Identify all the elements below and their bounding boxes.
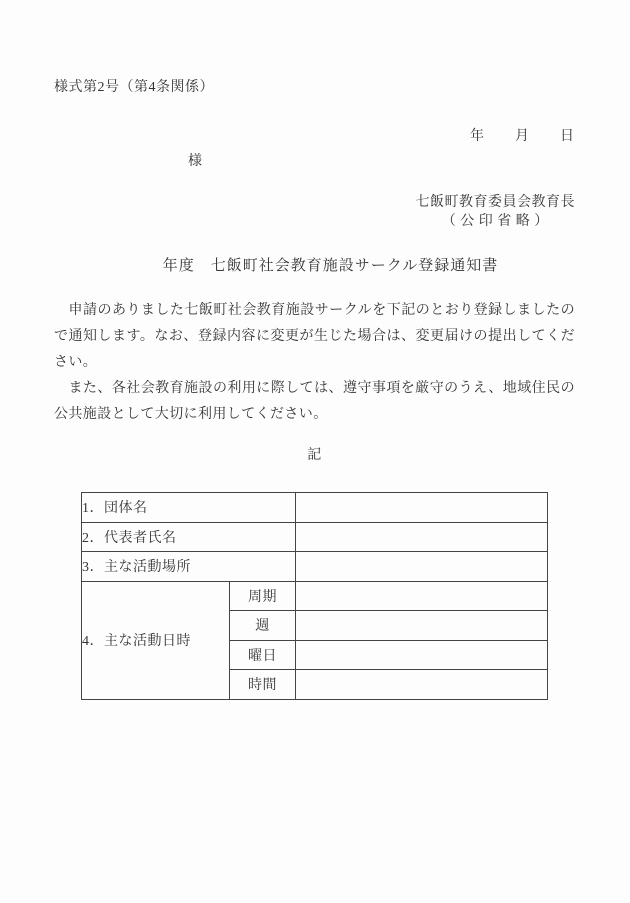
body-paragraph-1: 申請のありました七飯町社会教育施設サークルを下記のとおり登録しましたので通知します。なお、登録内容に変更が生じた場合は、変更届けの提出してください。: [54, 303, 575, 370]
row-label-group-name: 1．団体名: [82, 493, 296, 523]
sub-value-day: [296, 640, 548, 670]
sender-name: 七飯町教育委員会教育長: [415, 195, 575, 210]
form-number-line: 様式第2号（第4条関係）: [54, 80, 214, 95]
sender-block: [54, 195, 575, 230]
record-marker: 記: [307, 448, 322, 463]
seal-omitted-note: （ 公 印 省 略 ）: [441, 214, 549, 229]
sub-label-day: 曜日: [230, 640, 296, 670]
group-label-activity-datetime: 4．主な活動日時: [82, 581, 230, 699]
sender-inner: [416, 195, 576, 230]
row-label-activity-place: 3．主な活動場所: [82, 552, 296, 582]
addressee-line: 様: [188, 154, 203, 169]
table-row-representative: [82, 522, 548, 552]
table-row-group-name: [82, 493, 548, 523]
row-label-representative: 2．代表者氏名: [82, 522, 296, 552]
row-value-group-name: [296, 493, 548, 523]
registration-table: [81, 492, 548, 700]
document-title: 年度 七飯町社会教育施設サークル登録通知書: [130, 258, 499, 274]
date-line: 年 月 日: [470, 129, 575, 144]
table-wrap: [81, 492, 575, 700]
table-row-activity-place: [82, 552, 548, 582]
sub-value-cycle: [296, 581, 548, 611]
row-value-activity-place: [296, 552, 548, 582]
sub-label-time: 時間: [230, 670, 296, 700]
sub-value-time: [296, 670, 548, 700]
body-paragraph-2: また、各社会教育施設の利用に際しては、遵守事項を厳守のうえ、地域住民の公共施設として大切に利用してください。: [54, 381, 575, 422]
sub-label-cycle: 周期: [230, 581, 296, 611]
sub-label-week: 週: [230, 611, 296, 641]
table-row-cycle: [82, 581, 548, 611]
row-value-representative: [296, 522, 548, 552]
body-text: [54, 298, 575, 428]
sub-value-week: [296, 611, 548, 641]
